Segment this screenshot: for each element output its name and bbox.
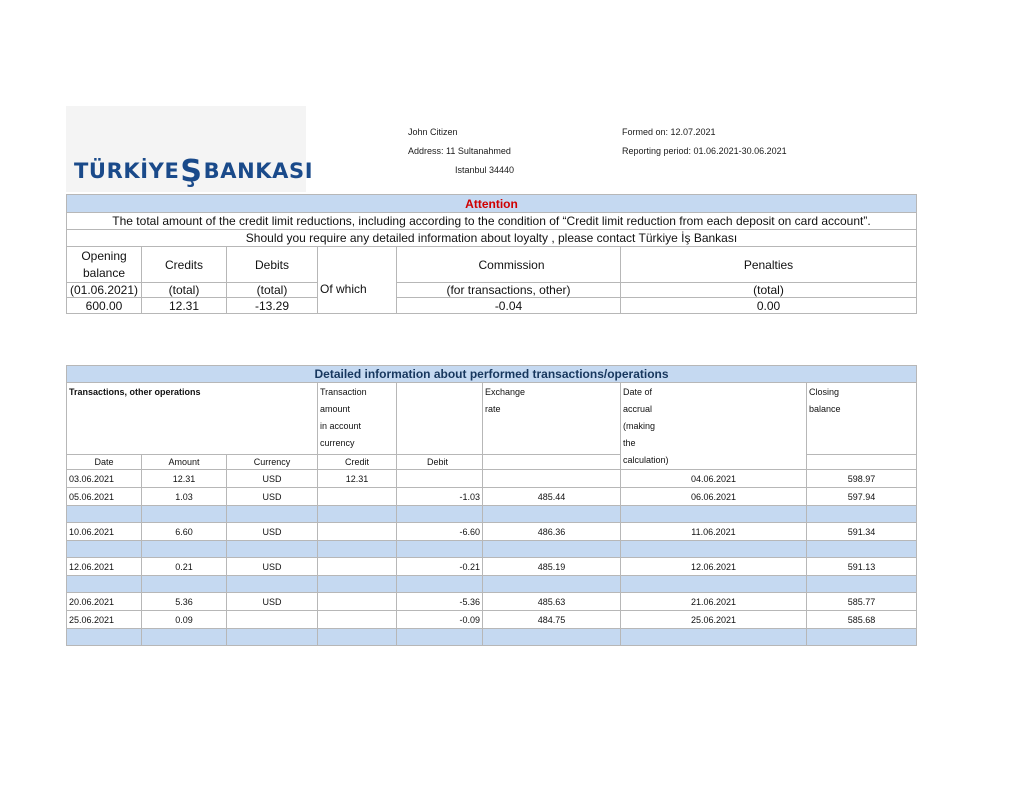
row-debit	[397, 470, 483, 488]
accrual-date-header	[621, 383, 807, 470]
table-row	[67, 558, 917, 576]
row-credit: 12.31	[318, 470, 397, 488]
table-row	[67, 611, 917, 629]
opening-balance-header	[67, 247, 142, 283]
bank-name-right: BANKASI	[203, 159, 314, 183]
bank-logo-mark: Ş	[180, 154, 203, 189]
customer-address: Address: 11 Sultanahmed	[408, 146, 511, 156]
tx-amount-header-line2: amount	[320, 404, 351, 414]
table-row	[67, 593, 917, 611]
row-date: 25.06.2021	[67, 611, 142, 629]
empty-header-cell	[397, 383, 483, 455]
row-debit: -6.60	[397, 523, 483, 541]
exchange-rate-header	[483, 383, 621, 455]
attention-title: Attention	[67, 195, 917, 213]
currency-header: Currency	[227, 454, 318, 469]
debits-value: -13.29	[227, 298, 318, 314]
credit-header: Credit	[318, 454, 397, 469]
opening-header-line1: Opening	[81, 248, 127, 263]
transactions-table	[66, 365, 917, 646]
details-title: Detailed information about performed transactions/operations	[67, 366, 917, 383]
penalties-total-header: (total)	[621, 283, 917, 298]
accrual-header-line5: calculation)	[623, 455, 669, 465]
row-credit	[318, 523, 397, 541]
row-accrual-date: 06.06.2021	[621, 488, 807, 506]
row-debit: -1.03	[397, 488, 483, 506]
row-accrual-date: 25.06.2021	[621, 611, 807, 629]
row-closing-balance: 591.13	[807, 558, 917, 576]
row-amount: 12.31	[142, 470, 227, 488]
penalties-header: Penalties	[621, 247, 917, 283]
row-debit: -5.36	[397, 593, 483, 611]
row-currency: USD	[227, 593, 318, 611]
closing-header-line2: balance	[809, 404, 841, 414]
accrual-header-line4: the	[623, 438, 636, 448]
row-currency: USD	[227, 523, 318, 541]
closing-header-line1: Closing	[809, 387, 840, 397]
accrual-header-line3: (making	[623, 421, 656, 431]
row-credit	[318, 488, 397, 506]
row-accrual-date: 12.06.2021	[621, 558, 807, 576]
summary-values-row	[67, 298, 917, 314]
tx-amount-header-line1: Transaction	[320, 387, 367, 397]
penalties-value: 0.00	[621, 298, 917, 314]
customer-name: John Citizen	[408, 127, 458, 137]
row-amount: 1.03	[142, 488, 227, 506]
bank-logo-wordmark	[74, 151, 314, 189]
commission-header: Commission	[397, 247, 621, 283]
notice-row	[67, 213, 917, 230]
row-closing-balance: 598.97	[807, 470, 917, 488]
reporting-period: Reporting period: 01.06.2021-30.06.2021	[622, 146, 787, 156]
row-credit	[318, 558, 397, 576]
empty-subheader-cell	[483, 454, 621, 469]
credits-value: 12.31	[142, 298, 227, 314]
tx-amount-header	[318, 383, 397, 455]
bank-logo	[66, 106, 314, 192]
attention-header-row	[67, 195, 917, 213]
tx-amount-header-line4: currency	[320, 438, 355, 448]
row-date: 12.06.2021	[67, 558, 142, 576]
notice-text-1: The total amount of the credit limit reductions, including according to the condition of “Credit limit reduction from each deposit on card account”.	[67, 213, 917, 230]
commission-value: -0.04	[397, 298, 621, 314]
notice-text-2: Should you require any detailed information about loyalty , please contact Türkiye İş Bankası	[67, 230, 917, 247]
row-closing-balance: 585.68	[807, 611, 917, 629]
summary-subheader-row	[67, 283, 917, 298]
empty-subheader-cell	[807, 454, 917, 469]
row-rate: 486.36	[483, 523, 621, 541]
tx-amount-header-line3: in account	[320, 421, 362, 431]
credits-header: Credits	[142, 247, 227, 283]
row-closing-balance: 597.94	[807, 488, 917, 506]
notice-row	[67, 230, 917, 247]
row-credit	[318, 593, 397, 611]
row-date: 03.06.2021	[67, 470, 142, 488]
spacer-row	[67, 541, 917, 558]
summary-header-row	[67, 247, 917, 283]
row-rate: 484.75	[483, 611, 621, 629]
row-rate	[483, 470, 621, 488]
bank-name-left: TÜRKİYE	[74, 159, 180, 183]
spacer-row	[67, 576, 917, 593]
exchange-header-line2: rate	[485, 404, 501, 414]
row-rate: 485.19	[483, 558, 621, 576]
spacer-row	[67, 629, 917, 646]
row-date: 05.06.2021	[67, 488, 142, 506]
row-amount: 5.36	[142, 593, 227, 611]
credits-total-header: (total)	[142, 283, 227, 298]
of-which-header: Of which	[318, 247, 397, 314]
row-debit: -0.21	[397, 558, 483, 576]
row-closing-balance: 591.34	[807, 523, 917, 541]
row-rate: 485.44	[483, 488, 621, 506]
row-currency: USD	[227, 470, 318, 488]
table-row	[67, 470, 917, 488]
row-amount: 0.21	[142, 558, 227, 576]
details-header-row	[67, 366, 917, 383]
customer-city: Istanbul 34440	[455, 165, 515, 175]
spacer-row	[67, 506, 917, 523]
row-date: 20.06.2021	[67, 593, 142, 611]
details-column-header-row	[67, 383, 917, 455]
row-currency	[227, 611, 318, 629]
debit-header: Debit	[397, 454, 483, 469]
opening-balance-value: 600.00	[67, 298, 142, 314]
table-row	[67, 523, 917, 541]
accrual-header-line2: accrual	[623, 404, 653, 414]
date-header: Date	[67, 454, 142, 469]
row-currency: USD	[227, 558, 318, 576]
debits-header: Debits	[227, 247, 318, 283]
accrual-header-line1: Date of	[623, 387, 653, 397]
row-accrual-date: 11.06.2021	[621, 523, 807, 541]
row-accrual-date: 21.06.2021	[621, 593, 807, 611]
formed-on: Formed on: 12.07.2021	[622, 127, 716, 137]
row-debit: -0.09	[397, 611, 483, 629]
transactions-header: Transactions, other operations	[67, 383, 318, 455]
amount-header: Amount	[142, 454, 227, 469]
row-currency: USD	[227, 488, 318, 506]
opening-header-line2: balance	[82, 265, 126, 280]
closing-balance-header	[807, 383, 917, 455]
row-amount: 6.60	[142, 523, 227, 541]
row-date: 10.06.2021	[67, 523, 142, 541]
table-row	[67, 488, 917, 506]
opening-date-header: (01.06.2021)	[67, 283, 142, 298]
row-amount: 0.09	[142, 611, 227, 629]
summary-table	[66, 194, 917, 314]
row-accrual-date: 04.06.2021	[621, 470, 807, 488]
commission-subheader: (for transactions, other)	[397, 283, 621, 298]
debits-total-header: (total)	[227, 283, 318, 298]
row-rate: 485.63	[483, 593, 621, 611]
exchange-header-line1: Exchange	[485, 387, 526, 397]
row-credit	[318, 611, 397, 629]
row-closing-balance: 585.77	[807, 593, 917, 611]
